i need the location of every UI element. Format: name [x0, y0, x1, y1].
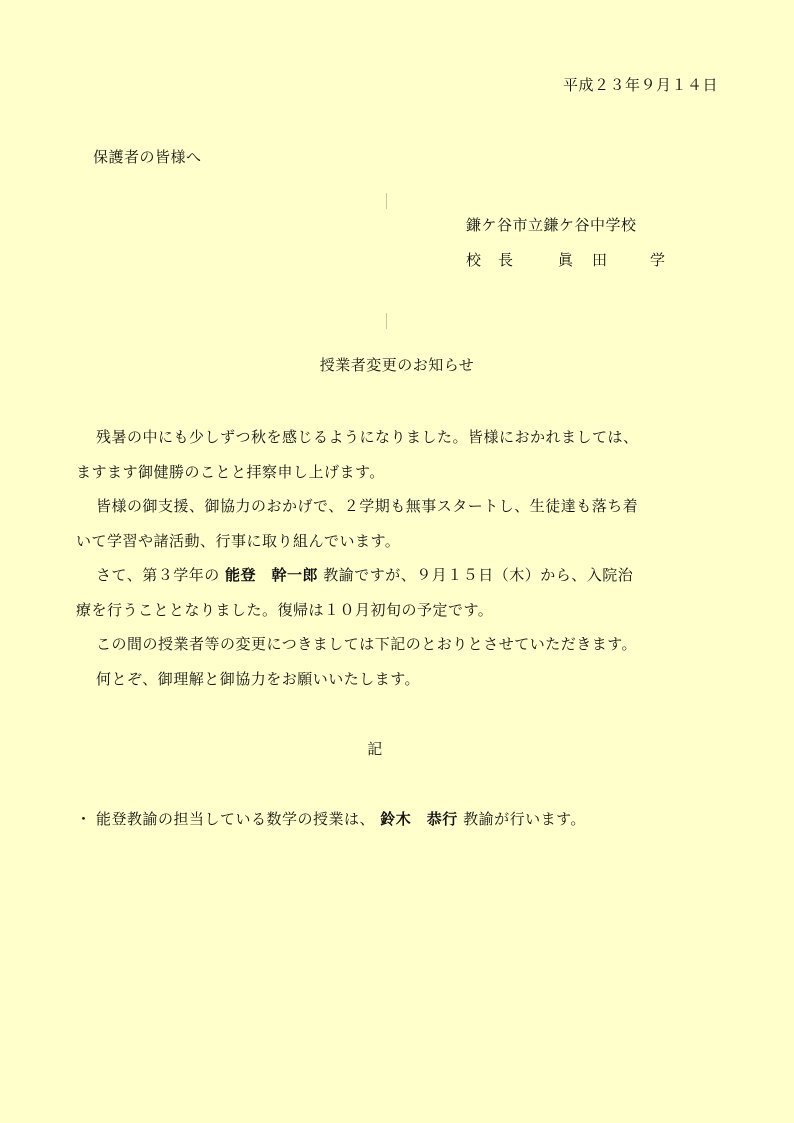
document-subject: 授業者変更のお知らせ [319, 356, 475, 374]
body-line: 皆様の御支援、御協力のおかげで、２学期も無事スタートし、生徒達も落ち着 [96, 497, 639, 515]
absent-teacher-name: 能登 幹一郎 [224, 566, 318, 584]
body-text-segment: さて、第３学年の [96, 566, 225, 584]
substitute-teacher-name: 鈴木 恭行 [380, 810, 458, 828]
body-line: ますます御健勝のことと拝察申し上げます。 [76, 462, 385, 481]
layout-marker [386, 313, 387, 329]
ki-heading: 記 [367, 740, 383, 758]
bullet: ・ [76, 810, 92, 828]
body-line: いて学習や諸活動、行事に取り組んでいます。 [76, 531, 401, 550]
item-text-segment: 教諭が行います。 [457, 810, 586, 828]
layout-marker [386, 193, 387, 209]
letter-body [76, 420, 726, 696]
addressee: 保護者の皆様へ [93, 148, 202, 166]
principal-title-char: 長 [498, 251, 514, 269]
item-text-segment: 能登教諭の担当している数学の授業は、 [96, 810, 381, 828]
document-date: 平成２３年９月１４日 [562, 76, 718, 94]
body-line [76, 558, 726, 593]
sender-principal [466, 249, 666, 270]
body-line: 療を行うこととなりました。復帰は１０月初旬の予定です。 [76, 600, 494, 619]
principal-title-char: 校 [466, 251, 482, 269]
principal-name-char: 眞 [558, 251, 574, 269]
body-line: 残暑の中にも少しずつ秋を感じるようになりました。皆様におかれましては、 [96, 428, 639, 446]
sender-school: 鎌ケ谷市立鎌ケ谷中学校 [466, 216, 637, 234]
principal-name-char: 学 [650, 251, 666, 269]
principal-name-char: 田 [592, 251, 608, 269]
body-line: 何とぞ、御理解と御協力をお願いいたします。 [96, 669, 421, 688]
notice-item [76, 808, 586, 829]
body-line: この間の授業者等の変更につきましては下記のとおりとさせていただきます。 [96, 635, 638, 653]
body-text-segment: 教諭ですが、９月１５日（木）から、入院治 [318, 566, 634, 584]
